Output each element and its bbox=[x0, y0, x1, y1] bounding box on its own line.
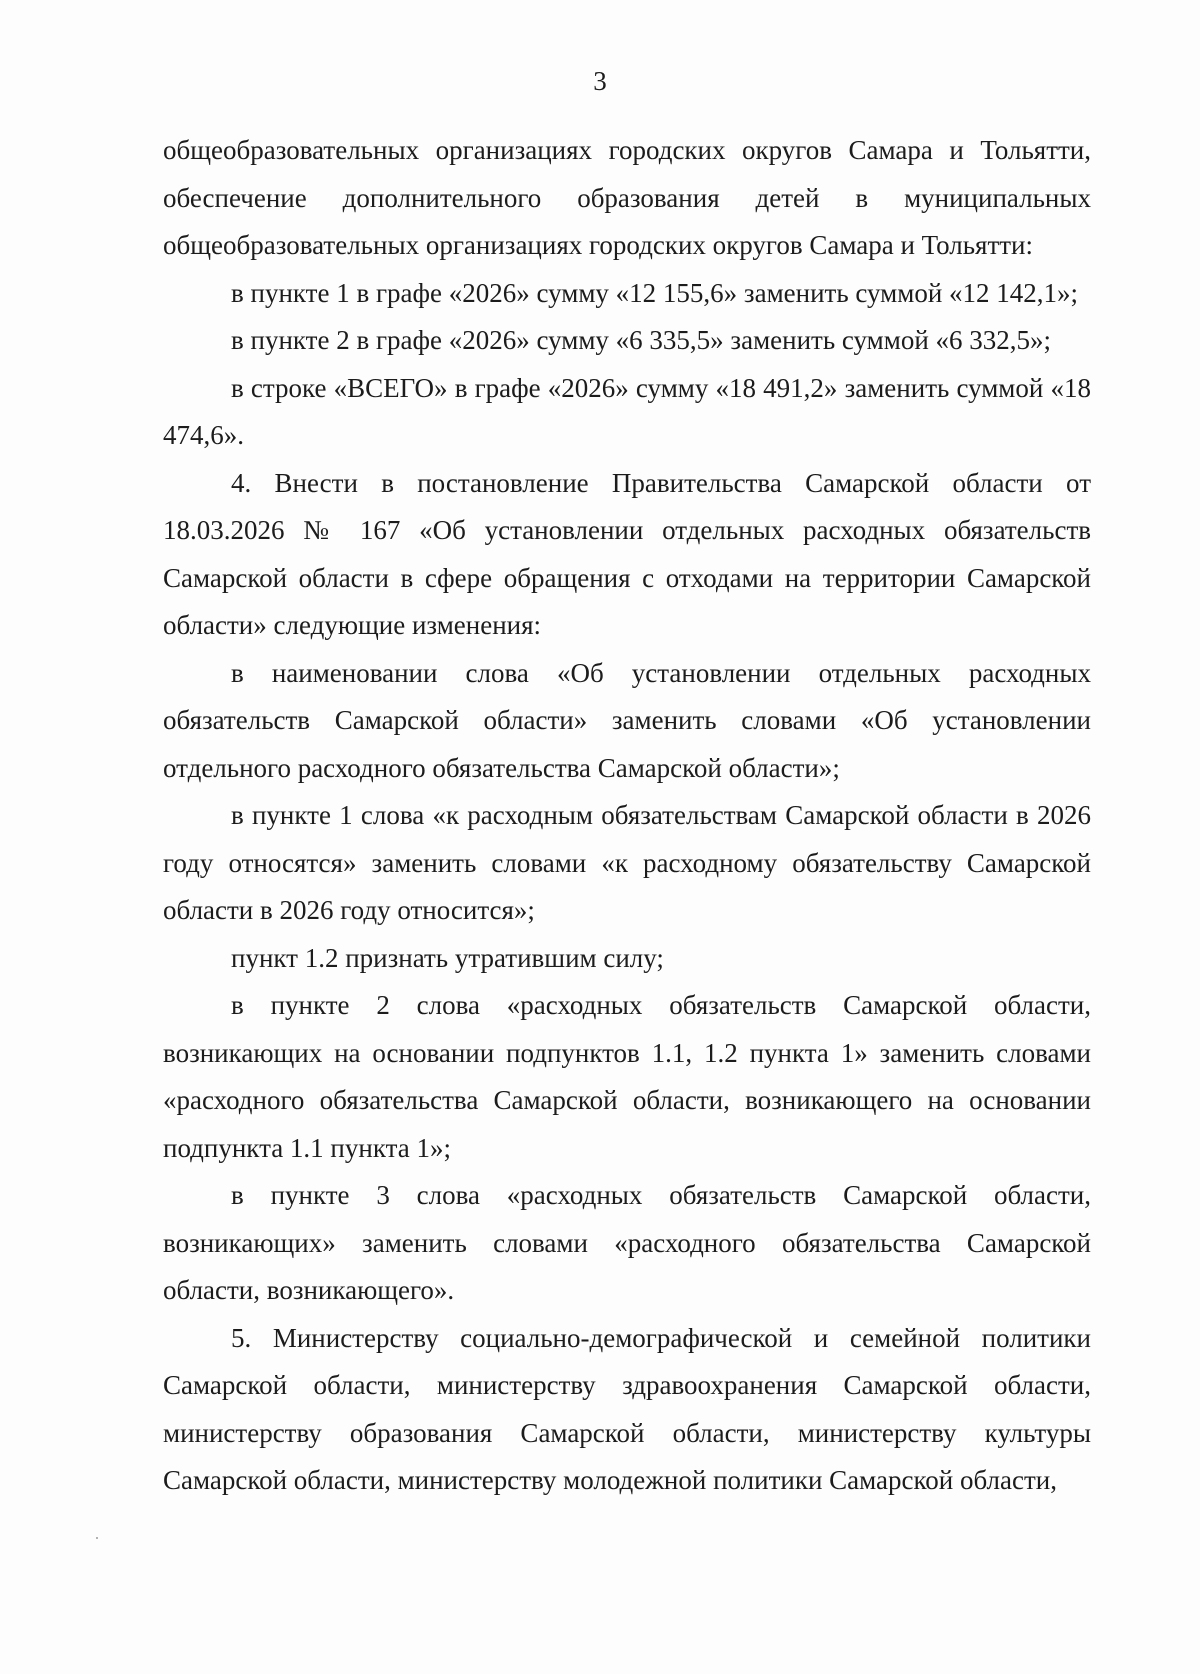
paragraph-continuation: общеобразовательных организациях городских округов Самара и Тольятти, обеспечение дополнительного образования детей в муниципальных общеобразовательных организациях городских округов Самара и Тольятти: bbox=[163, 135, 1091, 260]
paragraph-section-4: 4. Внести в постановление Правительства Самарской области от 18.03.2026 № 167 «Об установлении отдельных расходных обязательств Самарской области в сфере обращения с отходами на территории Самарской области» следующие изменения: bbox=[163, 467, 1091, 640]
paragraph-point-3-change: в пункте 3 слова «расходных обязательств Самарской области, возникающих» заменить словами «расходного обязательства Самарской области, возникающего». bbox=[163, 1180, 1091, 1305]
paragraph-item-1: в пункте 1 в графе «2026» сумму «12 155,6» заменить суммой «12 142,1»; bbox=[231, 277, 1079, 308]
paragraph-title-change: в наименовании слова «Об установлении отдельных расходных обязательств Самарской области» заменить словами «Об установлении отдельного расходного обязательства Самарской области»; bbox=[163, 657, 1091, 783]
page-number: 3 bbox=[593, 66, 607, 96]
paragraph-total: в строке «ВСЕГО» в графе «2026» сумму «18 491,2» заменить суммой «18 474,6». bbox=[163, 372, 1091, 450]
paragraph-point-1-change: в пункте 1 слова «к расходным обязательствам Самарской области в 2026 году относятся» заменить словами «к расходному обязательству Самарской области в 2026 году относится»; bbox=[163, 800, 1091, 925]
paragraph-point-1-2-void: пункт 1.2 признать утратившим силу; bbox=[231, 942, 664, 973]
scan-artifact bbox=[96, 1537, 98, 1539]
paragraph-point-2-change: в пункте 2 слова «расходных обязательств Самарской области, возникающих на основании подпунктов 1.1, 1.2 пункта 1» заменить словами «расходного обязательства Самарской области, возникающего на основании подпункта 1.1 пункта 1»; bbox=[163, 990, 1091, 1163]
paragraph-item-2: в пункте 2 в графе «2026» сумму «6 335,5» заменить суммой «6 332,5»; bbox=[231, 325, 1052, 355]
document-body bbox=[163, 127, 1091, 1505]
paragraph-section-5: 5. Министерству социально-демографической и семейной политики Самарской области, министерству здравоохранения Самарской области, министерству образования Самарской области, министерству культуры Самарской области, министерству молодежной политики Самарской области, bbox=[163, 1322, 1091, 1495]
